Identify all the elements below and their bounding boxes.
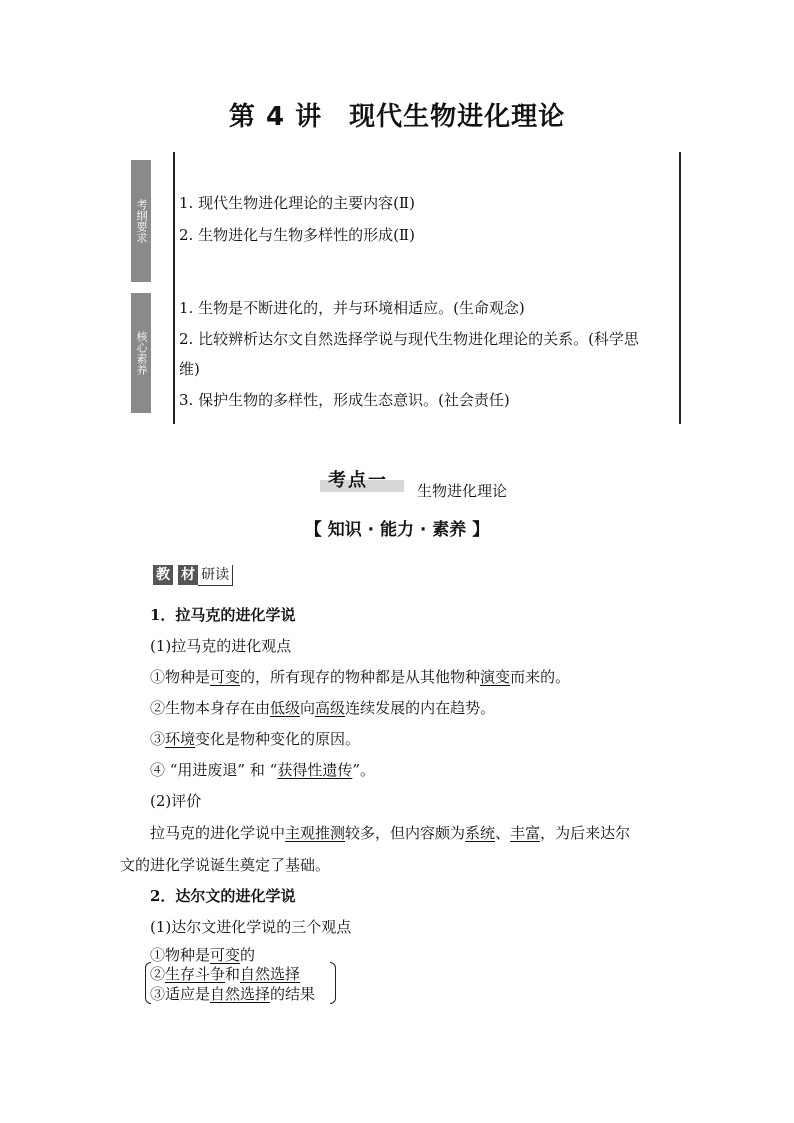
darwin-point: ②生存斗争和自然选择 xyxy=(150,965,301,983)
table-right-border xyxy=(679,152,681,424)
darwin-point: ①物种是可变的 xyxy=(150,946,256,964)
core-literacy-label: 核心素养 xyxy=(131,293,151,413)
darwin-point: ③适应是自然选择的结果 xyxy=(150,985,316,1003)
paragraph-line: 拉马克的进化学说中主观推测较多，但内容颇为系统、丰富，为后来达尔 xyxy=(150,824,631,842)
paragraph-line: 文的进化学说诞生奠定了基础。 xyxy=(120,856,331,874)
subheading: (1)达尔文进化学说的三个观点 xyxy=(150,918,352,936)
core-item: 2. 比较辨析达尔文自然选择学说与现代生物进化理论的关系。(科学思 xyxy=(179,330,639,348)
core-item-continued: 维) xyxy=(179,360,200,378)
requirement-item: 2. 生物进化与生物多样性的形成(Ⅱ) xyxy=(179,226,415,244)
page-title: 第 4 讲 现代生物进化理论 xyxy=(228,102,566,132)
heading-darwin: 2．达尔文的进化学说 xyxy=(150,887,296,905)
brace-right xyxy=(330,962,336,1004)
heading-lamarck: 1．拉马克的进化学说 xyxy=(150,606,296,624)
table-left-border xyxy=(173,152,175,424)
tag-char: 教 xyxy=(153,565,173,585)
tag-label: 研读 xyxy=(198,565,233,586)
paragraph-line: ④ “用进废退” 和 “获得性遗传”。 xyxy=(150,761,375,779)
paragraph-line: ③环境变化是物种变化的原因。 xyxy=(150,730,361,748)
requirements-label: 考纲要求 xyxy=(131,160,151,282)
paragraph-line: ①物种是可变的，所有现存的物种都是从其他物种演变而来的。 xyxy=(150,668,571,686)
core-item: 3. 保护生物的多样性，形成生态意识。(社会责任) xyxy=(179,391,510,409)
core-item: 1. 生物是不断进化的，并与环境相适应。(生命观念) xyxy=(179,299,525,317)
paragraph-line: ②生物本身存在由低级向高级连续发展的内在趋势。 xyxy=(150,699,496,717)
textbook-reading-tag xyxy=(153,564,233,586)
requirement-item: 1. 现代生物进化理论的主要内容(Ⅱ) xyxy=(179,194,415,212)
kaodian-subtitle: 生物进化理论 xyxy=(417,482,508,500)
subheading: (1)拉马克的进化观点 xyxy=(150,637,292,655)
subheading: (2)评价 xyxy=(150,792,202,810)
tag-char: 材 xyxy=(178,565,198,585)
section-heading: 【 知识 · 能力 · 素养 】 xyxy=(304,520,490,540)
kaodian-label: 考点一 xyxy=(328,470,388,491)
